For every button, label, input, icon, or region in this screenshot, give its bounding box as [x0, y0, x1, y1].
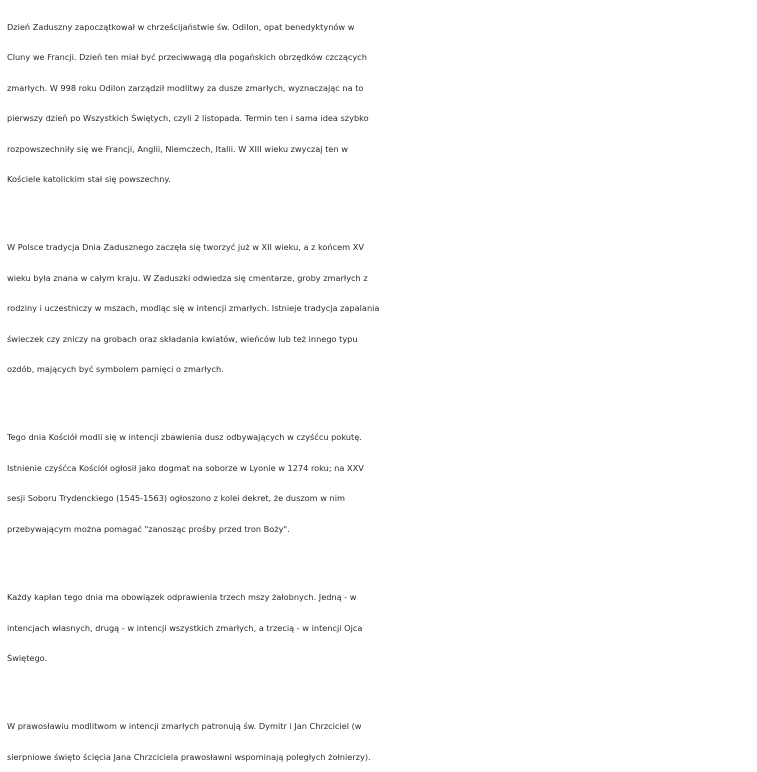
- text-line: sesji Soboru Trydenckiego (1545-1563) ogłoszono z kolei dekret, że duszom w nim: [7, 493, 345, 504]
- text-line: Istnienie czyśćca Kościół ogłosił jako dogmat na soborze w Lyonie w 1274 roku; na XXV: [7, 462, 364, 473]
- text-line: wieku była znana w całym kraju. W Zaduszki odwiedza się cmentarze, groby zmarłych z: [7, 272, 368, 283]
- text-line: Dzień Zaduszny zapoczątkował w chrześcijaństwie św. Odilon, opat benedyktynów w: [7, 22, 355, 32]
- text-line: pierwszy dzień po Wszystkich Świętych, czyli 2 listopada. Termin ten i sama idea szybko: [7, 113, 369, 124]
- text-line: zmarłych. W 998 roku Odilon zarządził modlitwy za dusze zmarłych, wyznaczając na to: [7, 82, 364, 93]
- text-line: rozpowszechniły się we Francji, Anglii, Niemczech, Italii. W XIII wieku zwyczaj ten w: [7, 143, 348, 154]
- text-line: rodziny i uczestniczy w mszach, modląc się w intencji zmarłych. Istnieje tradycja zapalania: [7, 303, 380, 314]
- paragraph-5: [7, 711, 757, 772]
- text-line: W prawosławiu modlitwom w intencji zmarłych patronują św. Dymitr i Jan Chrzciciel (w: [7, 721, 362, 732]
- text-line: przebywającym można pomagać "zanosząc prośby przed tron Boży".: [7, 523, 290, 534]
- paragraph-4: [7, 582, 757, 673]
- text-line: świeczek czy zniczy na grobach oraz składania kwiatów, wieńców lub też innego typu: [7, 333, 358, 344]
- text-line: Świętego.: [7, 652, 48, 663]
- paragraph-1: [7, 12, 757, 194]
- text-line: Każdy kapłan tego dnia ma obowiązek odprawienia trzech mszy żałobnych. Jedną - w: [7, 592, 357, 603]
- text-line: Tego dnia Kościół modli się w intencji zbawienia dusz odbywających w czyśćcu pokutę.: [7, 432, 362, 443]
- text-line: intencjach własnych, drugą - w intencji wszystkich zmarłych, a trzecią - w intencji Ojca: [7, 622, 363, 633]
- text-line: Cluny we Francji. Dzień ten miał być przeciwwagą dla pogańskich obrzędków czczących: [7, 52, 367, 63]
- text-line: ozdób, mających być symbolem pamięci o zmarłych.: [7, 364, 224, 375]
- text-line: sierpniowe święto ścięcia Jana Chrzciciela prawosławni wspominają poległych żołnierzy).: [7, 751, 371, 762]
- paragraph-3: [7, 422, 757, 544]
- paragraph-2: [7, 232, 757, 384]
- text-line: W Polsce tradycja Dnia Zadusznego zaczęła się tworzyć już w XII wieku, a z końcem XV: [7, 242, 364, 253]
- text-line: Kościele katolickim stał się powszechny.: [7, 174, 171, 185]
